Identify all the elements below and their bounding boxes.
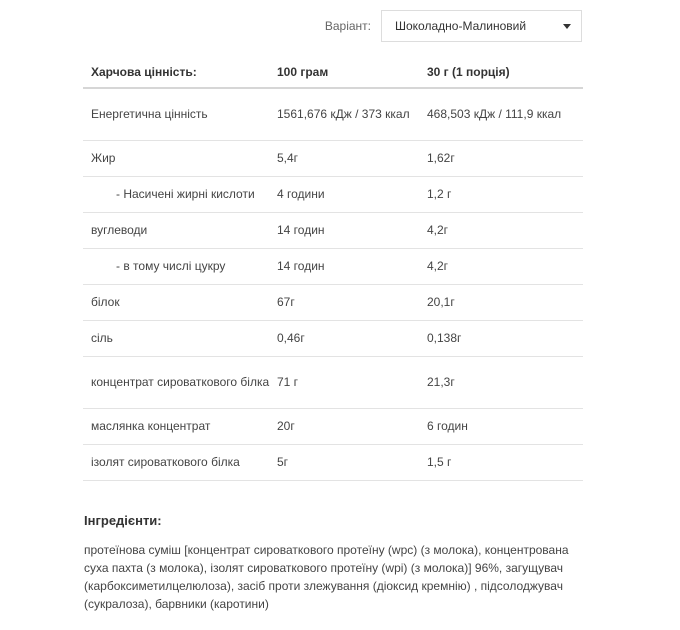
variant-selector-row: [0, 10, 582, 42]
nutrition-table: [83, 56, 583, 481]
nutrient-per-100g: 0,46г: [277, 320, 427, 356]
table-row: [83, 212, 583, 248]
variant-dropdown[interactable]: [381, 10, 582, 42]
nutrient-per-serving: 6 годин: [427, 408, 583, 444]
nutrient-per-100g: 14 годин: [277, 248, 427, 284]
nutrient-per-serving: 1,5 г: [427, 444, 583, 480]
nutrient-name: концентрат сироваткового білка: [83, 356, 277, 408]
nutrient-per-serving: 1,2 г: [427, 176, 583, 212]
nutrient-name: - в тому числі цукру: [83, 248, 277, 284]
table-row: [83, 248, 583, 284]
nutrient-per-serving: 1,62г: [427, 140, 583, 176]
nutrient-per-serving: 4,2г: [427, 248, 583, 284]
nutrient-per-100g: 14 годин: [277, 212, 427, 248]
variant-label: Варіант:: [324, 19, 371, 33]
nutrient-per-100g: 4 години: [277, 176, 427, 212]
nutrient-per-serving: 0,138г: [427, 320, 583, 356]
ingredients-title: Інгредієнти:: [84, 513, 162, 528]
table-row: [83, 284, 583, 320]
nutrient-per-100g: 67г: [277, 284, 427, 320]
table-row: [83, 176, 583, 212]
nutrient-per-serving: 21,3г: [427, 356, 583, 408]
table-row: [83, 140, 583, 176]
nutrient-name: сіль: [83, 320, 277, 356]
table-row: [83, 356, 583, 408]
table-row: [83, 408, 583, 444]
nutrient-per-100g: 5,4г: [277, 140, 427, 176]
nutrient-name: Жир: [83, 140, 277, 176]
table-row: [83, 88, 583, 140]
variant-selected-value: Шоколадно-Малиновий: [395, 19, 527, 33]
nutrient-name: ізолят сироваткового білка: [83, 444, 277, 480]
nutrition-header-row: [83, 56, 583, 88]
nutrient-name: білок: [83, 284, 277, 320]
nutrient-name: Енергетична цінність: [83, 88, 277, 140]
nutrient-name: - Насичені жирні кислоти: [83, 176, 277, 212]
nutrient-per-100g: 71 г: [277, 356, 427, 408]
header-per-serving: 30 г (1 порція): [427, 56, 583, 88]
ingredients-text: протеїнова суміш [концентрат сироваткового протеїну (wpc) (з молока), концентрована суха пахта (з молока), ізолят сироваткового протеїну (wpi) (з молока)] 96%, загущувач (карбоксиметилцелюлоза), засіб проти злежування (діоксид кремнію) , підсолоджувач (сукралоза), барвники (каротини): [84, 543, 569, 611]
header-per-100g: 100 грам: [277, 56, 427, 88]
nutrient-name: вуглеводи: [83, 212, 277, 248]
nutrient-per-100g: 1561,676 кДж / 373 ккал: [277, 88, 427, 140]
table-row: [83, 320, 583, 356]
nutrient-per-serving: 468,503 кДж / 111,9 ккал: [427, 88, 583, 140]
nutrient-per-100g: 5г: [277, 444, 427, 480]
table-row: [83, 444, 583, 480]
nutrient-per-100g: 20г: [277, 408, 427, 444]
nutrient-name: маслянка концентрат: [83, 408, 277, 444]
header-nutrition: Харчова цінність:: [83, 56, 277, 88]
chevron-down-icon: [563, 24, 571, 29]
nutrient-per-serving: 20,1г: [427, 284, 583, 320]
nutrient-per-serving: 4,2г: [427, 212, 583, 248]
